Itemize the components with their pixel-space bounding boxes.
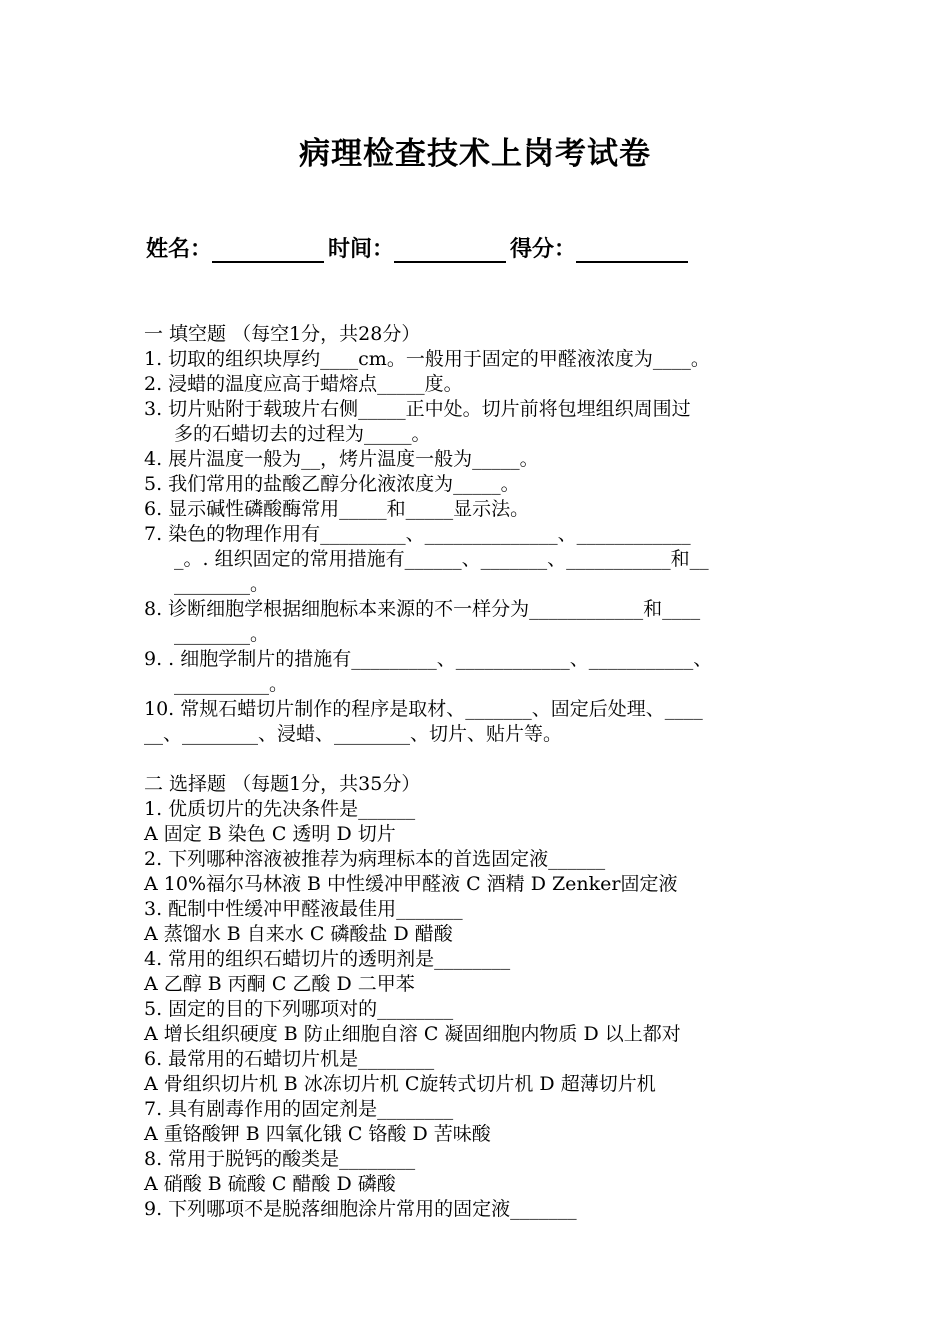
question-line: ________。 <box>174 623 270 645</box>
section-heading: 一 填空题 （每空1分，共28分） <box>144 323 421 345</box>
question-line: 9. 下列哪项不是脱落细胞涂片常用的固定液_______ <box>144 1198 577 1220</box>
question-line: 1. 切取的组织块厚约____cm。一般用于固定的甲醛液浓度为____。 <box>144 348 710 370</box>
score-blank <box>576 237 688 263</box>
page-title: 病理检查技术上岗考试卷 <box>299 136 651 172</box>
options-line: A 重铬酸钾 B 四氧化锇 C 铬酸 D 苦味酸 <box>144 1123 491 1145</box>
time-label: 时间： <box>328 237 395 262</box>
name-label: 姓名： <box>146 237 213 262</box>
question-line: 6. 最常用的石蜡切片机是________ <box>144 1048 435 1070</box>
info-line <box>146 232 692 263</box>
section-gap <box>144 747 824 772</box>
question-line: 3. 切片贴附于载玻片右侧_____正中处。切片前将包埋组织周围过 <box>144 398 691 420</box>
question-line: 7. 具有剧毒作用的固定剂是________ <box>144 1098 454 1120</box>
options-line: A 硝酸 B 硫酸 C 醋酸 D 磷酸 <box>144 1173 396 1195</box>
question-line: 1. 优质切片的先决条件是______ <box>144 798 416 820</box>
score-label: 得分： <box>510 237 577 262</box>
question-line: 6. 显示碱性磷酸酶常用_____和_____显示法。 <box>144 498 530 520</box>
exam-content <box>144 322 824 1222</box>
question-line: 9. . 细胞学制片的措施有_________、____________、___________、 <box>144 648 713 670</box>
question-line: 8. 常用于脱钙的酸类是________ <box>144 1148 416 1170</box>
options-line: A 蒸馏水 B 自来水 C 磷酸盐 D 醋酸 <box>144 923 453 945</box>
question-line: 2. 浸蜡的温度应高于蜡熔点_____度。 <box>144 373 463 395</box>
options-line: A 固定 B 染色 C 透明 D 切片 <box>144 823 396 845</box>
question-line: 5. 我们常用的盐酸乙醇分化液浓度为_____。 <box>144 473 520 495</box>
time-blank <box>394 237 506 263</box>
question-line: 5. 固定的目的下列哪项对的________ <box>144 998 454 1020</box>
section-heading: 二 选择题 （每题1分，共35分） <box>144 773 421 795</box>
options-line: A 10%福尔马林液 B 中性缓冲甲醛液 C 酒精 D Zenker固定液 <box>144 873 678 895</box>
options-line: A 增长组织硬度 B 防止细胞自溶 C 凝固细胞内物质 D 以上都对 <box>144 1023 681 1045</box>
question-line: 4. 常用的组织石蜡切片的透明剂是________ <box>144 948 511 970</box>
options-line: A 乙醇 B 丙酮 C 乙酸 D 二甲苯 <box>144 973 415 995</box>
question-line: 2. 下列哪种溶液被推荐为病理标本的首选固定液______ <box>144 848 606 870</box>
question-line: _。. 组织固定的常用措施有______、_______、___________和__ <box>174 548 709 570</box>
question-line: 10. 常规石蜡切片制作的程序是取材、_______、固定后处理、____ <box>144 698 703 720</box>
name-blank <box>212 237 324 263</box>
question-line: 7. 染色的物理作用有_________、______________、____________ <box>144 523 691 545</box>
question-line: ________。 <box>174 573 270 595</box>
question-line: __________。 <box>174 673 289 695</box>
options-line: A 骨组织切片机 B 冰冻切片机 C旋转式切片机 D 超薄切片机 <box>144 1073 656 1095</box>
question-line: 3. 配制中性缓冲甲醛液最佳用_______ <box>144 898 463 920</box>
question-line: 8. 诊断细胞学根据细胞标本来源的不一样分为____________和____ <box>144 598 701 620</box>
question-line: __、________、浸蜡、________、切片、贴片等。 <box>144 723 563 745</box>
question-line: 多的石蜡切去的过程为_____。 <box>174 423 431 445</box>
question-line: 4. 展片温度一般为__，烤片温度一般为_____。 <box>144 448 539 470</box>
